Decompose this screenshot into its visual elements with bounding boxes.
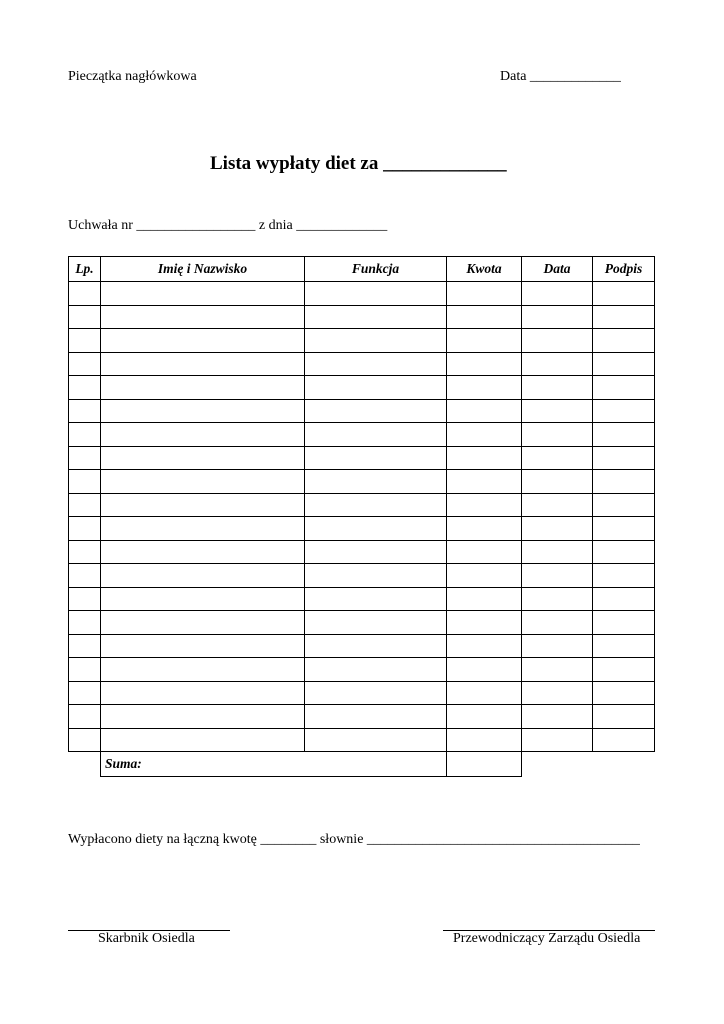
cell-function[interactable] — [305, 564, 447, 588]
cell-lp[interactable] — [69, 352, 101, 376]
cell-name[interactable] — [101, 446, 305, 470]
cell-signature[interactable] — [593, 329, 655, 353]
table-row — [69, 634, 655, 658]
table-row — [69, 728, 655, 752]
cell-name[interactable] — [101, 282, 305, 306]
cell-signature[interactable] — [593, 587, 655, 611]
cell-date[interactable] — [522, 352, 593, 376]
paid-summary-line: Wypłacono diety na łączną kwotę ________ słownie _______________________________________ — [68, 832, 640, 847]
cell-date[interactable] — [522, 540, 593, 564]
cell-function[interactable] — [305, 446, 447, 470]
cell-date[interactable] — [522, 611, 593, 635]
cell-amount[interactable] — [447, 634, 522, 658]
column-header-lp: Lp. — [69, 257, 101, 282]
table-row — [69, 329, 655, 353]
cell-function[interactable] — [305, 282, 447, 306]
cell-signature[interactable] — [593, 282, 655, 306]
cell-function[interactable] — [305, 681, 447, 705]
table-row — [69, 658, 655, 682]
cell-signature[interactable] — [593, 634, 655, 658]
table-row — [69, 282, 655, 306]
cell-signature[interactable] — [593, 399, 655, 423]
column-header-name: Imię i Nazwisko — [101, 257, 305, 282]
cell-lp[interactable] — [69, 305, 101, 329]
cell-amount[interactable] — [447, 681, 522, 705]
cell-name[interactable] — [101, 634, 305, 658]
signature-label-chairman: Przewodniczący Zarządu Osiedla — [453, 931, 641, 946]
cell-name[interactable] — [101, 705, 305, 729]
cell-amount[interactable] — [447, 587, 522, 611]
cell-amount[interactable] — [447, 305, 522, 329]
cell-name[interactable] — [101, 564, 305, 588]
date-field-label: Data _____________ — [500, 69, 621, 84]
cell-name[interactable] — [101, 423, 305, 447]
cell-lp[interactable] — [69, 423, 101, 447]
cell-function[interactable] — [305, 634, 447, 658]
cell-amount[interactable] — [447, 517, 522, 541]
cell-lp[interactable] — [69, 329, 101, 353]
cell-amount[interactable] — [447, 493, 522, 517]
cell-date[interactable] — [522, 399, 593, 423]
cell-date[interactable] — [522, 376, 593, 400]
column-header-date: Data — [522, 257, 593, 282]
cell-date[interactable] — [522, 728, 593, 752]
cell-amount[interactable] — [447, 352, 522, 376]
cell-function[interactable] — [305, 658, 447, 682]
cell-date[interactable] — [522, 493, 593, 517]
cell-function[interactable] — [305, 611, 447, 635]
cell-date[interactable] — [522, 329, 593, 353]
table-row — [69, 705, 655, 729]
cell-amount[interactable] — [447, 705, 522, 729]
cell-name[interactable] — [101, 517, 305, 541]
sum-row-trailing-spacer — [522, 752, 655, 777]
table-row — [69, 493, 655, 517]
table-row — [69, 681, 655, 705]
cell-signature[interactable] — [593, 305, 655, 329]
cell-amount[interactable] — [447, 446, 522, 470]
table-row — [69, 446, 655, 470]
cell-amount[interactable] — [447, 611, 522, 635]
cell-name[interactable] — [101, 493, 305, 517]
cell-name[interactable] — [101, 728, 305, 752]
table-row — [69, 399, 655, 423]
cell-signature[interactable] — [593, 681, 655, 705]
table-row — [69, 540, 655, 564]
cell-lp[interactable] — [69, 681, 101, 705]
cell-lp[interactable] — [69, 470, 101, 494]
cell-lp[interactable] — [69, 282, 101, 306]
cell-amount[interactable] — [447, 728, 522, 752]
cell-function[interactable] — [305, 399, 447, 423]
cell-function[interactable] — [305, 540, 447, 564]
cell-lp[interactable] — [69, 728, 101, 752]
cell-signature[interactable] — [593, 611, 655, 635]
cell-date[interactable] — [522, 423, 593, 447]
cell-date[interactable] — [522, 564, 593, 588]
table-row — [69, 587, 655, 611]
cell-function[interactable] — [305, 493, 447, 517]
cell-lp[interactable] — [69, 540, 101, 564]
cell-name[interactable] — [101, 329, 305, 353]
cell-function[interactable] — [305, 352, 447, 376]
cell-signature[interactable] — [593, 423, 655, 447]
cell-lp[interactable] — [69, 705, 101, 729]
cell-signature[interactable] — [593, 493, 655, 517]
table-row — [69, 611, 655, 635]
cell-amount[interactable] — [447, 376, 522, 400]
cell-signature[interactable] — [593, 728, 655, 752]
cell-amount[interactable] — [447, 423, 522, 447]
cell-signature[interactable] — [593, 446, 655, 470]
cell-lp[interactable] — [69, 399, 101, 423]
cell-signature[interactable] — [593, 564, 655, 588]
cell-function[interactable] — [305, 329, 447, 353]
sum-row — [69, 752, 655, 777]
cell-lp[interactable] — [69, 517, 101, 541]
cell-amount[interactable] — [447, 658, 522, 682]
cell-signature[interactable] — [593, 352, 655, 376]
cell-signature[interactable] — [593, 705, 655, 729]
cell-signature[interactable] — [593, 517, 655, 541]
cell-lp[interactable] — [69, 634, 101, 658]
table-row — [69, 564, 655, 588]
cell-lp[interactable] — [69, 376, 101, 400]
payment-table — [68, 256, 655, 777]
cell-lp[interactable] — [69, 564, 101, 588]
cell-name[interactable] — [101, 352, 305, 376]
cell-function[interactable] — [305, 470, 447, 494]
cell-function[interactable] — [305, 705, 447, 729]
cell-date[interactable] — [522, 517, 593, 541]
table-row — [69, 423, 655, 447]
cell-name[interactable] — [101, 587, 305, 611]
cell-amount[interactable] — [447, 329, 522, 353]
table-row — [69, 376, 655, 400]
cell-name[interactable] — [101, 611, 305, 635]
stamp-label: Pieczątka nagłówkowa — [68, 69, 197, 84]
signature-label-treasurer: Skarbnik Osiedla — [98, 931, 195, 946]
resolution-line: Uchwała nr _________________ z dnia _____________ — [68, 218, 388, 233]
cell-name[interactable] — [101, 658, 305, 682]
cell-date[interactable] — [522, 446, 593, 470]
table-header-row — [69, 257, 655, 282]
cell-lp[interactable] — [69, 493, 101, 517]
cell-amount[interactable] — [447, 282, 522, 306]
sum-amount-cell[interactable] — [447, 752, 522, 777]
cell-signature[interactable] — [593, 376, 655, 400]
cell-name[interactable] — [101, 376, 305, 400]
cell-date[interactable] — [522, 282, 593, 306]
cell-name[interactable] — [101, 470, 305, 494]
cell-function[interactable] — [305, 423, 447, 447]
cell-function[interactable] — [305, 517, 447, 541]
cell-lp[interactable] — [69, 658, 101, 682]
table-row — [69, 517, 655, 541]
cell-lp[interactable] — [69, 611, 101, 635]
column-header-signature: Podpis — [593, 257, 655, 282]
column-header-amount: Kwota — [447, 257, 522, 282]
document-title: Lista wypłaty diet za _____________ — [210, 153, 507, 174]
table-row — [69, 305, 655, 329]
cell-function[interactable] — [305, 728, 447, 752]
cell-lp[interactable] — [69, 587, 101, 611]
cell-amount[interactable] — [447, 399, 522, 423]
cell-amount[interactable] — [447, 470, 522, 494]
cell-name[interactable] — [101, 540, 305, 564]
cell-date[interactable] — [522, 587, 593, 611]
column-header-function: Funkcja — [305, 257, 447, 282]
cell-function[interactable] — [305, 305, 447, 329]
cell-function[interactable] — [305, 587, 447, 611]
cell-date[interactable] — [522, 705, 593, 729]
cell-date[interactable] — [522, 681, 593, 705]
cell-signature[interactable] — [593, 470, 655, 494]
cell-name[interactable] — [101, 305, 305, 329]
sum-row-spacer — [69, 752, 101, 777]
cell-date[interactable] — [522, 305, 593, 329]
cell-name[interactable] — [101, 681, 305, 705]
cell-amount[interactable] — [447, 540, 522, 564]
cell-signature[interactable] — [593, 540, 655, 564]
table-row — [69, 352, 655, 376]
cell-amount[interactable] — [447, 564, 522, 588]
sum-label: Suma: — [101, 752, 447, 777]
cell-date[interactable] — [522, 634, 593, 658]
cell-signature[interactable] — [593, 658, 655, 682]
table-row — [69, 470, 655, 494]
cell-name[interactable] — [101, 399, 305, 423]
cell-date[interactable] — [522, 658, 593, 682]
cell-date[interactable] — [522, 470, 593, 494]
cell-function[interactable] — [305, 376, 447, 400]
cell-lp[interactable] — [69, 446, 101, 470]
